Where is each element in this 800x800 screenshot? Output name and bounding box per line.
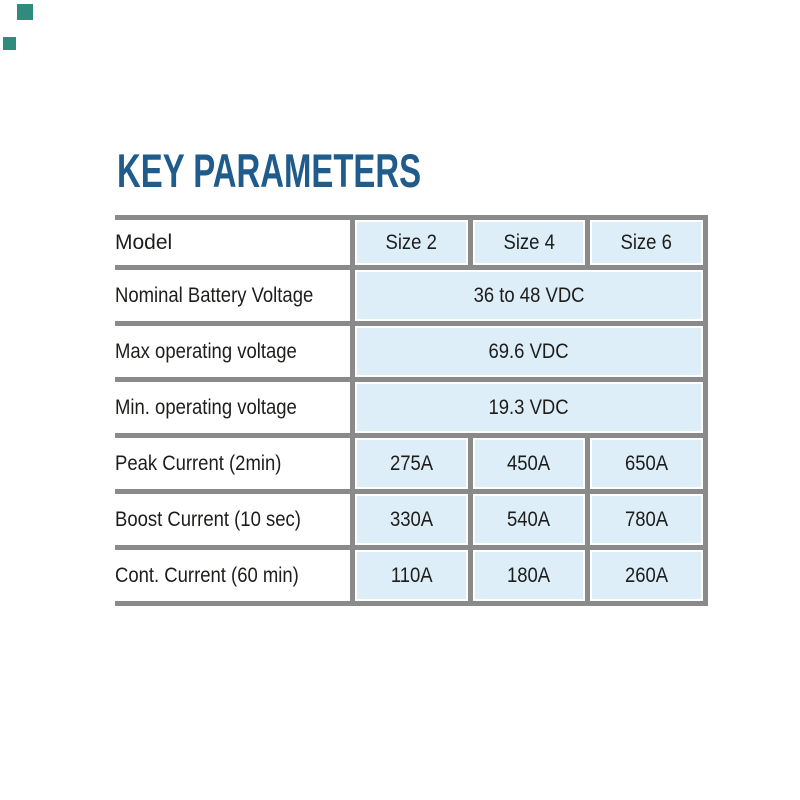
value-cell (588, 492, 706, 548)
cell-value-text: 110A (390, 563, 433, 587)
row-label-text: Nominal Battery Voltage (115, 283, 314, 307)
value-cell (353, 492, 471, 548)
value-cell (588, 436, 706, 492)
value-cell (353, 548, 471, 604)
row-label (115, 436, 353, 492)
merged-value-cell (353, 380, 706, 436)
table-row (115, 492, 706, 548)
cell-value-text: 650A (624, 451, 669, 475)
table-row (115, 268, 706, 324)
column-header-size-2 (353, 218, 471, 268)
column-header-size-4 (471, 218, 588, 268)
table-header-row (115, 218, 706, 268)
value-cell (353, 436, 471, 492)
cell-value-text: 36 to 48 VDC (473, 283, 585, 307)
merged-value-cell (353, 268, 706, 324)
row-label (115, 492, 353, 548)
cell-value-text: 260A (624, 563, 669, 587)
cell-value-text: 19.3 VDC (488, 395, 570, 419)
cell-value-text: 330A (389, 507, 434, 531)
column-header-text: Size 2 (385, 230, 438, 254)
cell-value-text: 180A (507, 563, 551, 587)
table-row (115, 548, 706, 604)
merged-value-cell (353, 324, 706, 380)
row-label (115, 548, 353, 604)
row-label-text: Peak Current (2min) (115, 451, 282, 475)
row-label-model: Model (115, 218, 353, 268)
table-row (115, 436, 706, 492)
decorative-square-icon (17, 4, 33, 20)
column-header-text: Size 6 (620, 230, 673, 254)
value-cell (471, 548, 588, 604)
decorative-square-icon (3, 37, 16, 50)
column-header-text: Size 4 (503, 230, 555, 254)
row-label-text: Boost Current (10 sec) (115, 507, 301, 531)
row-label-text: Max operating voltage (115, 339, 297, 363)
value-cell (588, 548, 706, 604)
cell-value-text: 450A (507, 451, 551, 475)
page-title: KEY PARAMETERS (117, 144, 422, 197)
key-parameters-table (115, 215, 708, 606)
cell-value-text: 69.6 VDC (488, 339, 570, 363)
table-row (115, 380, 706, 436)
row-label (115, 380, 353, 436)
column-header-size-6 (588, 218, 706, 268)
table-row (115, 324, 706, 380)
value-cell (471, 492, 588, 548)
row-label (115, 324, 353, 380)
cell-value-text: 275A (389, 451, 434, 475)
row-label (115, 268, 353, 324)
row-label-text: Cont. Current (60 min) (115, 563, 299, 587)
cell-value-text: 780A (624, 507, 669, 531)
row-label-text: Min. operating voltage (115, 395, 297, 419)
cell-value-text: 540A (507, 507, 551, 531)
value-cell (471, 436, 588, 492)
